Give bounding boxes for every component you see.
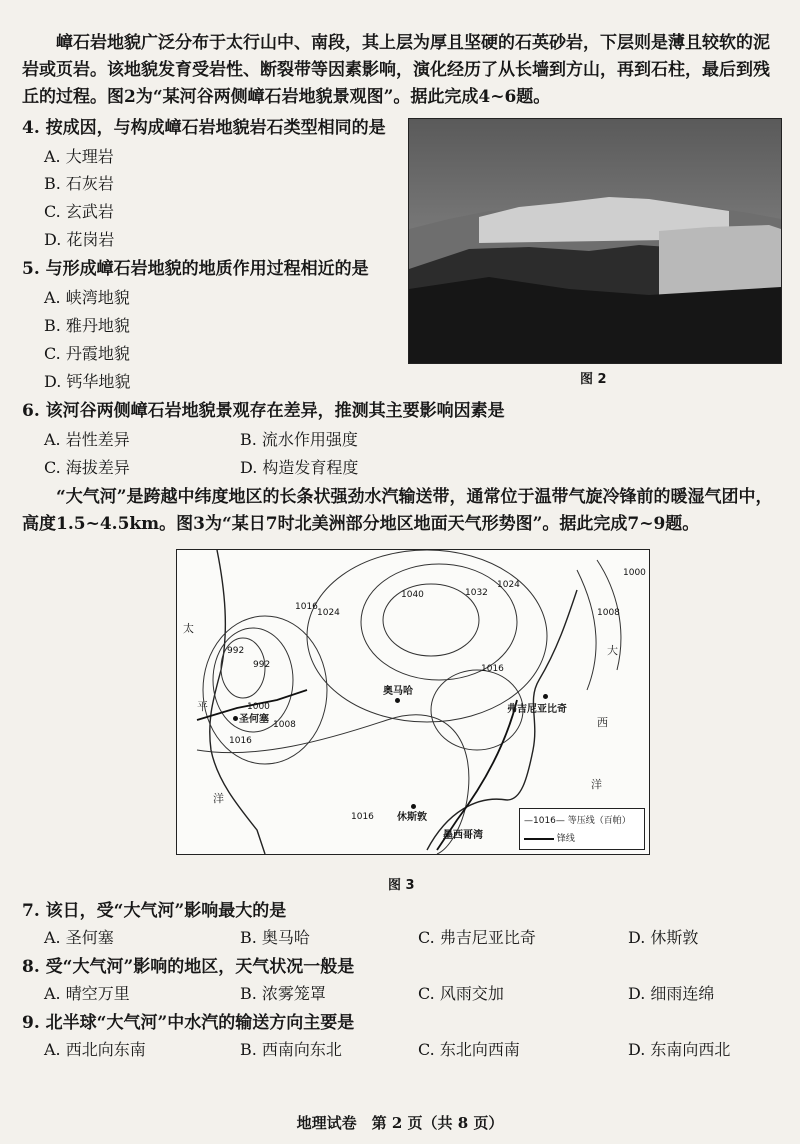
isobar-label: 1024 [317, 608, 340, 618]
question-4-stem: 4. 按成因，与构成嶂石岩地貌岩石类型相同的是 [22, 118, 386, 138]
isobar-label: 1008 [597, 608, 620, 618]
city-virginia-beach: 弗吉尼亚比奇 [507, 704, 567, 715]
isobar-label: 1016 [229, 736, 252, 746]
question-9-stem: 9. 北半球“大气河”中水汽的输送方向主要是 [22, 1013, 355, 1033]
q7-option-d[interactable]: D. 休斯敦 [628, 928, 699, 947]
isobar-label: 1000 [623, 568, 646, 578]
q4-option-b[interactable]: B. 石灰岩 [44, 174, 114, 193]
isobar-label: 1008 [273, 720, 296, 730]
isobar-label: 1016 [351, 812, 374, 822]
q8-option-b[interactable]: B. 浓雾笼罩 [240, 984, 326, 1003]
q5-option-c[interactable]: C. 丹霞地貌 [44, 344, 130, 363]
q5-option-a[interactable]: A. 峡湾地貌 [44, 288, 130, 307]
q9-option-c[interactable]: C. 东北向西南 [418, 1040, 520, 1059]
q8-option-d[interactable]: D. 细雨连绵 [628, 984, 715, 1003]
q8-option-a[interactable]: A. 晴空万里 [44, 984, 130, 1003]
isobar-label: 1040 [401, 590, 424, 600]
isobar-label: 1016 [295, 602, 318, 612]
ocean-label: 平 [197, 700, 208, 713]
isobar-label: 1024 [497, 580, 520, 590]
city-dot-san-jose [233, 716, 238, 721]
city-dot-virginia-beach [543, 694, 548, 699]
isobar-label: 1032 [465, 588, 488, 598]
q8-option-c[interactable]: C. 风雨交加 [418, 984, 504, 1003]
isobar-1008 [203, 616, 327, 764]
landscape-photo [408, 118, 782, 364]
isobar-label: 1000 [247, 702, 270, 712]
q6-option-c[interactable]: C. 海拔差异 [44, 458, 130, 477]
q7-option-c[interactable]: C. 弗吉尼亚比奇 [418, 928, 536, 947]
question-7-stem: 7. 该日，受“大气河”影响最大的是 [22, 901, 287, 921]
city-omaha: 奥马哈 [383, 686, 413, 697]
legend-front-text: 锋线 [556, 834, 575, 844]
ocean-label: 西 [597, 716, 608, 729]
figure-2-caption: 图 2 [580, 372, 607, 387]
q6-option-a[interactable]: A. 岩性差异 [44, 430, 130, 449]
q6-option-d[interactable]: D. 构造发育程度 [240, 458, 359, 477]
isobar-label: 992 [227, 646, 245, 656]
east-coastline [507, 590, 577, 800]
intro-paragraph-1: 嶂石岩地貌广泛分布于太行山中、南段，其上层为厚且坚硬的石英砂岩，下层则是薄且较软的泥岩或页岩。该地貌发育受岩性、断裂带等因素影响，演化经历了从长墙到方山，再到石柱，最后到残丘的过程。图2为“某河谷两侧嶂石岩地貌景观图”。据此完成4~6题。 [22, 33, 770, 107]
isobar-1008-ne [577, 570, 596, 690]
legend-front-row [524, 831, 575, 844]
ocean-label: 洋 [213, 792, 224, 805]
q5-option-b[interactable]: B. 雅丹地貌 [44, 316, 130, 335]
q4-option-d[interactable]: D. 花岗岩 [44, 230, 115, 249]
question-8-stem: 8. 受“大气河”影响的地区，天气状况一般是 [22, 957, 355, 977]
ocean-label: 洋 [591, 778, 602, 791]
q4-option-a[interactable]: A. 大理岩 [44, 147, 114, 166]
weather-map [176, 549, 650, 855]
legend-isobar-text: 等压线（百帕） [567, 816, 631, 826]
q9-option-d[interactable]: D. 东南向西北 [628, 1040, 731, 1059]
legend-front-line [524, 838, 554, 840]
map-legend [519, 808, 645, 850]
ocean-label: 太 [183, 622, 194, 635]
q9-option-a[interactable]: A. 西北向东南 [44, 1040, 146, 1059]
q5-option-d[interactable]: D. 钙华地貌 [44, 372, 131, 391]
page-footer: 地理试卷 第 2 页（共 8 页） [296, 1114, 504, 1132]
city-san-jose: 圣何塞 [239, 714, 269, 725]
isobar-1032 [361, 564, 517, 680]
city-dot-omaha [395, 698, 400, 703]
legend-isobar-value: 1016 [533, 816, 556, 826]
q4-option-c[interactable]: C. 玄武岩 [44, 202, 114, 221]
intro-paragraph-2: “大气河”是跨越中纬度地区的长条状强劲水汽输送带，通常位于温带气旋冷锋前的暖湿气团中，高度1.5~4.5km。图3为“某日7时北美洲部分地区地面天气形势图”。据此完成7~9题。 [22, 487, 773, 534]
q7-option-b[interactable]: B. 奥马哈 [240, 928, 310, 947]
gulf-label: 墨西哥湾 [443, 830, 483, 841]
cliff-landscape-illustration [409, 119, 781, 363]
isobar-label: 992 [253, 660, 271, 670]
isobar-1024 [307, 550, 547, 722]
question-6-stem: 6. 该河谷两侧嶂石岩地貌景观存在差异，推测其主要影响因素是 [22, 401, 505, 421]
legend-isobar-row: —1016— 等压线（百帕） [524, 816, 631, 826]
city-houston: 休斯敦 [397, 812, 427, 823]
q9-option-b[interactable]: B. 西南向东北 [240, 1040, 342, 1059]
ocean-label: 大 [607, 644, 618, 657]
figure-3-caption: 图 3 [388, 878, 415, 893]
q6-option-b[interactable]: B. 流水作用强度 [240, 430, 358, 449]
q7-option-a[interactable]: A. 圣何塞 [44, 928, 114, 947]
question-5-stem: 5. 与形成嶂石岩地貌的地质作用过程相近的是 [22, 259, 369, 279]
isobar-label: 1016 [481, 664, 504, 674]
